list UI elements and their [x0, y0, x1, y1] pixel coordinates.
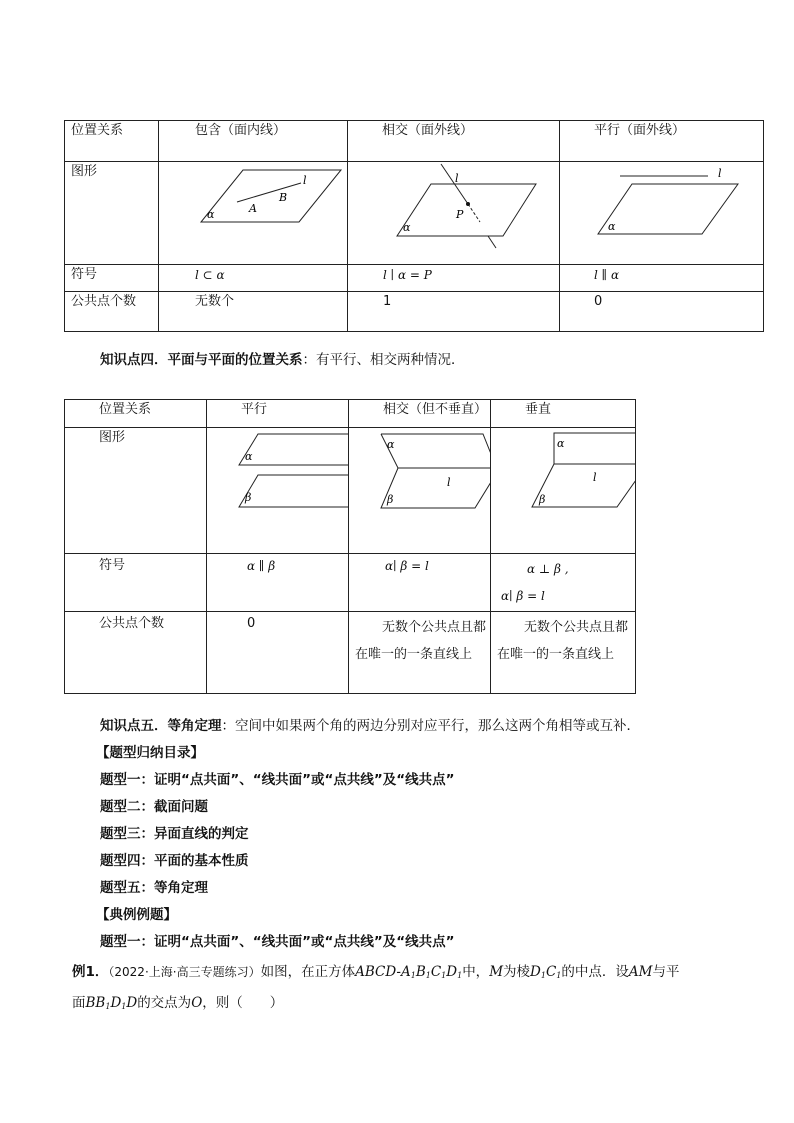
header-parallel: 平行（面外线） [594, 123, 686, 138]
sub: 1 [457, 971, 463, 980]
symbol-perp-line2 [501, 583, 635, 610]
line-l [237, 183, 301, 202]
sub: 1 [410, 971, 416, 980]
example1-line2 [72, 991, 283, 1011]
beta-label: β [245, 491, 252, 504]
row-label-cell [65, 612, 207, 694]
example1-text: 的交点为 [137, 995, 192, 1011]
plane-beta [381, 468, 491, 508]
section4-heading: 知识点四．平面与平面的位置关系 [100, 352, 303, 368]
plane-BB1D1D [86, 995, 138, 1011]
figure-cell [348, 162, 560, 265]
header-parallel: 平行 [241, 402, 268, 417]
l-label: l [447, 476, 451, 489]
cube-B1: B [415, 964, 426, 980]
alpha-label: α [245, 450, 253, 463]
example-type-heading: 题型一：证明“点共面”、“线共面”或“点共线”及“线共点” [100, 934, 455, 950]
header-cell [348, 121, 560, 162]
plane-beta [532, 464, 636, 507]
edge-D1C1 [530, 964, 561, 980]
symbol-cell [491, 554, 636, 612]
symbol-cell [159, 265, 348, 292]
sub: 1 [105, 1002, 111, 1011]
line-plane-table [64, 120, 764, 332]
P-label: P [456, 208, 464, 221]
symbol-cell [560, 265, 764, 292]
example1-line1 [72, 960, 679, 980]
line-intersect-plane-figure [348, 162, 560, 257]
sub: 1 [441, 971, 447, 980]
count-cell [491, 612, 636, 694]
figure-cell [159, 162, 348, 265]
point-O: O [191, 995, 203, 1011]
plane-alpha [598, 184, 738, 234]
intersecting-planes-figure [349, 428, 491, 546]
count-intersect: 1 [383, 294, 392, 309]
header-cell [349, 400, 491, 428]
plane-alpha [201, 170, 341, 222]
sub: 1 [425, 971, 431, 980]
point-P [466, 202, 470, 206]
cube-C1: C [430, 964, 442, 980]
count-contain: 无数个 [195, 294, 235, 309]
symbol-cell [349, 554, 491, 612]
row-label-cell [65, 292, 159, 332]
plane-BB: BB [85, 995, 106, 1011]
catalog-item-2: 题型二：截面问题 [100, 799, 208, 815]
count-cell [349, 612, 491, 694]
symbol-parallel: α ∥ β [247, 559, 276, 573]
sub: 1 [540, 971, 546, 980]
cube-name [355, 964, 462, 980]
line-l-lower [488, 236, 496, 248]
alpha-label: α [608, 220, 616, 233]
symbol-contain: l ⊂ α [195, 268, 225, 282]
example1-source: （2022·上海·高三专题练习） [108, 965, 261, 979]
header-perpendicular: 垂直 [525, 402, 552, 417]
count-cell [348, 292, 560, 332]
l-label: l [718, 167, 722, 180]
alpha-label: α [403, 221, 411, 234]
section4-text: ：有平行、相交两种情况． [302, 352, 465, 368]
sub: 1 [556, 971, 562, 980]
symbol-label: 符号 [71, 267, 98, 282]
symbol-label: 符号 [99, 558, 126, 573]
point-A-label: A [249, 202, 257, 215]
count-cell [159, 292, 348, 332]
figure-cell [207, 428, 349, 554]
figure-cell [349, 428, 491, 554]
header-cell [560, 121, 764, 162]
example1-label: 例1． [72, 964, 109, 980]
beta-label: β [387, 493, 394, 506]
count-perpendicular: 无数个公共点且都在唯一的一条直线上 [497, 620, 629, 662]
example1-text: 为棱 [503, 964, 531, 980]
header-intersect: 相交（但不垂直） [383, 402, 488, 417]
cube-dash: - [396, 964, 401, 980]
count-cell [560, 292, 764, 332]
section4-line [100, 348, 465, 368]
symbol-perpendicular: α ⊥ β , [527, 562, 569, 576]
sub: 1 [121, 1002, 127, 1011]
line-in-plane-figure [159, 162, 348, 257]
perpendicular-planes-figure [491, 428, 636, 546]
figure-label: 图形 [99, 430, 126, 445]
figure-label: 图形 [71, 164, 98, 179]
header-relation: 位置关系 [99, 402, 152, 417]
row-label-cell [65, 428, 207, 554]
example1-text: 与平 [652, 964, 680, 980]
header-cell [65, 400, 207, 428]
cube-A1: A [400, 964, 411, 980]
header-cell [491, 400, 636, 428]
example1-text: 面 [72, 995, 86, 1011]
plane-alpha [554, 433, 636, 464]
example1-text: ，则（ ） [202, 995, 284, 1011]
count-cell [207, 612, 349, 694]
plane-alpha [239, 434, 349, 465]
edge-D: D [530, 964, 541, 980]
header-contain: 包含（面内线） [195, 123, 287, 138]
section5-line [100, 714, 640, 734]
header-cell [159, 121, 348, 162]
figure-cell [491, 428, 636, 554]
catalog-item-3: 题型三：异面直线的判定 [100, 826, 249, 842]
point-B-label: B [279, 191, 288, 204]
row-label-cell [65, 554, 207, 612]
alpha-label: α [557, 437, 565, 450]
alpha-label: α [207, 208, 215, 221]
header-cell [65, 121, 159, 162]
example1-text: 中， [462, 964, 490, 980]
line-parallel-plane-figure [560, 162, 764, 257]
count-parallel: 0 [247, 616, 256, 631]
line-l-hidden [468, 204, 480, 222]
alpha-label: α [387, 438, 395, 451]
plane-alpha [397, 184, 536, 236]
catalog-title: 【题型归纳目录】 [96, 745, 204, 761]
plane-plane-table [64, 399, 636, 694]
header-relation: 位置关系 [71, 123, 124, 138]
point-M: M [489, 964, 504, 980]
count-label: 公共点个数 [99, 616, 165, 631]
symbol-cell [207, 554, 349, 612]
catalog-item-4: 题型四：平面的基本性质 [100, 853, 249, 869]
catalog-item-5: 题型五：等角定理 [100, 880, 208, 896]
count-intersect: 无数个公共点且都在唯一的一条直线上 [355, 620, 487, 662]
row-label-cell [65, 265, 159, 292]
header-intersect: 相交（面外线） [382, 123, 474, 138]
symbol-intersect: α∣ β = l [385, 559, 429, 573]
beta-label: β [539, 493, 546, 506]
l-label: l [455, 172, 459, 185]
parallel-planes-figure [207, 428, 349, 546]
count-label: 公共点个数 [71, 294, 137, 309]
count-parallel: 0 [594, 294, 603, 309]
cube-main: ABCD [355, 964, 397, 980]
example1-text: 的中点．设 [561, 964, 629, 980]
symbol-perp-intersect: α∣ β = l [501, 589, 545, 603]
edge-C: C [545, 964, 557, 980]
plane-D: D [110, 995, 122, 1011]
figure-cell [560, 162, 764, 265]
section5-text: ：空间中如果两个角的两边分别对应平行，那么这两个角相等或互补． [221, 718, 640, 734]
catalog-item-1: 题型一：证明“点共面”、“线共面”或“点共线”及“线共点” [100, 772, 455, 788]
symbol-perp-line1 [501, 556, 635, 583]
row-label-cell [65, 162, 159, 265]
plane-D2: D [126, 995, 138, 1011]
symbol-parallel: l ∥ α [594, 268, 620, 282]
plane-beta [239, 475, 349, 507]
segment-AM: AM [628, 964, 653, 980]
plane-alpha-top [381, 434, 491, 454]
example1-text: 如图，在正方体 [260, 964, 356, 980]
symbol-cell [348, 265, 560, 292]
l-label: l [593, 471, 597, 484]
section5-heading: 知识点五．等角定理 [100, 718, 222, 734]
l-label: l [303, 174, 307, 187]
cube-D1: D [446, 964, 458, 980]
examples-title: 【典例例题】 [96, 907, 177, 923]
header-cell [207, 400, 349, 428]
symbol-intersect: l ∣ α = P [383, 268, 432, 282]
